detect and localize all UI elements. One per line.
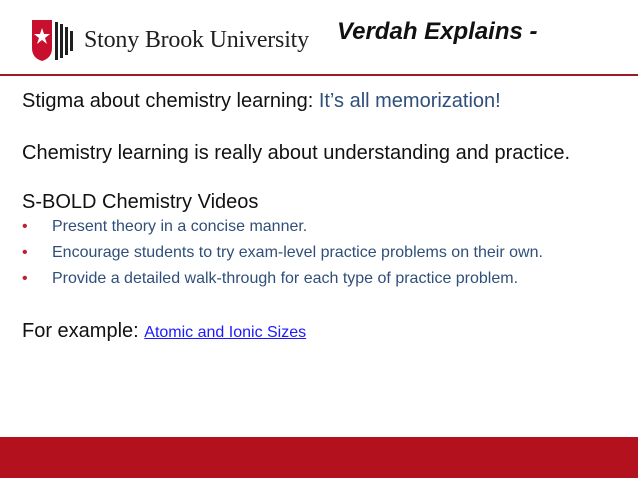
stigma-label: Stigma about chemistry learning: <box>22 90 314 112</box>
bullet-icon: • <box>22 218 28 235</box>
bullet-text: Present theory in a concise manner. <box>52 218 308 235</box>
bullet-text: Provide a detailed walk-through for each type of practice problem. <box>52 270 519 287</box>
bullet-icon: • <box>22 270 28 287</box>
footer-bar <box>0 437 638 478</box>
bullet-icon: • <box>22 244 28 261</box>
logo-wordmark: Stony Brook University <box>84 26 309 53</box>
example-line <box>22 320 306 343</box>
university-shield-icon <box>30 18 78 62</box>
bullet-text: Encourage students to try exam-level practice problems on their own. <box>52 244 543 261</box>
slide-title: Verdah Explains - <box>337 18 538 45</box>
section-heading: S-BOLD Chemistry Videos <box>22 191 259 213</box>
header-divider <box>0 74 638 76</box>
claim-line: Chemistry learning is really about understanding and practice. <box>22 142 571 164</box>
example-link[interactable]: Atomic and Ionic Sizes <box>144 324 307 341</box>
stigma-value: It’s all memorization! <box>318 90 501 112</box>
stigma-line <box>22 90 501 113</box>
university-logo <box>30 18 309 62</box>
example-label: For example: <box>22 320 139 342</box>
